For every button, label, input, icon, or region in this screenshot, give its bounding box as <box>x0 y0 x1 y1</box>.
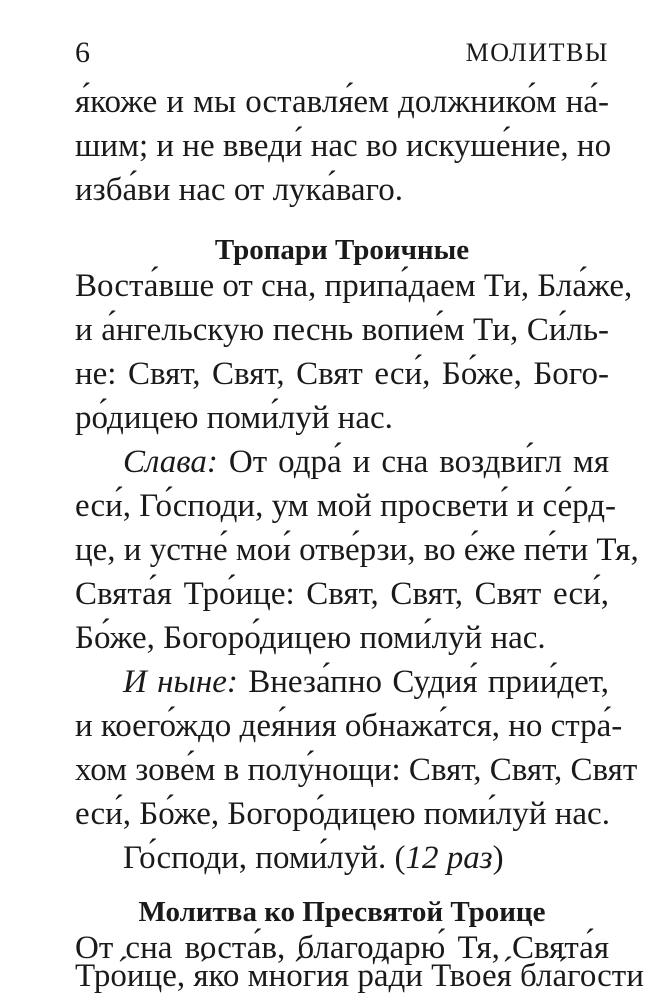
text-line: ро́дицею поми́луй нас. <box>75 400 393 436</box>
text-line: Тро́ице, я́ко мно́гия ра́ди Твоея́ бла́гости <box>75 958 644 994</box>
text-line <box>75 836 609 880</box>
text-line: еси́, Го́споди, ум мой просвети́ и се́рд- <box>75 488 617 524</box>
text-span: Го́споди, поми́луй. ( <box>123 840 406 876</box>
text-line: хом зове́м в полу́нощи: Свят, Свят, Свят <box>75 752 638 788</box>
text-line: не: Свят, Свят, Свят еси́, Бо́же, Бого- <box>75 356 609 392</box>
text-line: шим; и не введи́ нас во искуше́ние, но <box>75 128 612 164</box>
text-line: це, и устне́ мои́ отве́рзи, во е́же пе́ти Тя, <box>75 532 639 568</box>
section-heading-prayer: Молитва ко Пресвятой Троице <box>138 896 546 928</box>
text-line: Бо́же, Богоро́дицею поми́луй нас. <box>75 620 546 656</box>
text-line: От сна воста́в, благодарю́ Тя, Свята́я <box>75 930 609 966</box>
repeat-count: 12 раз <box>405 840 493 876</box>
rubric-slava: Слава: <box>123 444 218 480</box>
text-line: я́коже и мы оставля́ем должнико́м на́- <box>75 84 609 120</box>
text-span: От одра́ и сна воздви́гл мя <box>217 444 609 480</box>
text-line <box>75 660 609 704</box>
text-line: Свята́я Тро́ице: Свят, Свят, Свят еси́, <box>75 576 609 612</box>
text-line: Воста́вше от сна, припа́даем Ти, Бла́же, <box>75 268 633 304</box>
page-header <box>75 36 609 76</box>
text-line: и коего́ждо дея́ния обнажа́тся, но стра́- <box>75 708 623 744</box>
text-line: изба́ви нас от лука́ваго. <box>75 172 403 208</box>
rubric-i-nyne: И ныне: <box>123 664 238 700</box>
text-line <box>75 440 609 484</box>
section-heading-troparia: Тропари Троичные <box>214 234 470 266</box>
running-title: МОЛИТВЫ <box>465 38 609 67</box>
page-number: 6 <box>75 36 90 69</box>
text-span: Внеза́пно Судия́ прии́дет, <box>237 664 609 700</box>
text-span: ) <box>492 840 504 876</box>
text-line: еси́, Бо́же, Богоро́дицею поми́луй нас. <box>75 796 610 832</box>
text-line: и а́нгельскую песнь вопие́м Ти, Си́ль- <box>75 312 609 348</box>
